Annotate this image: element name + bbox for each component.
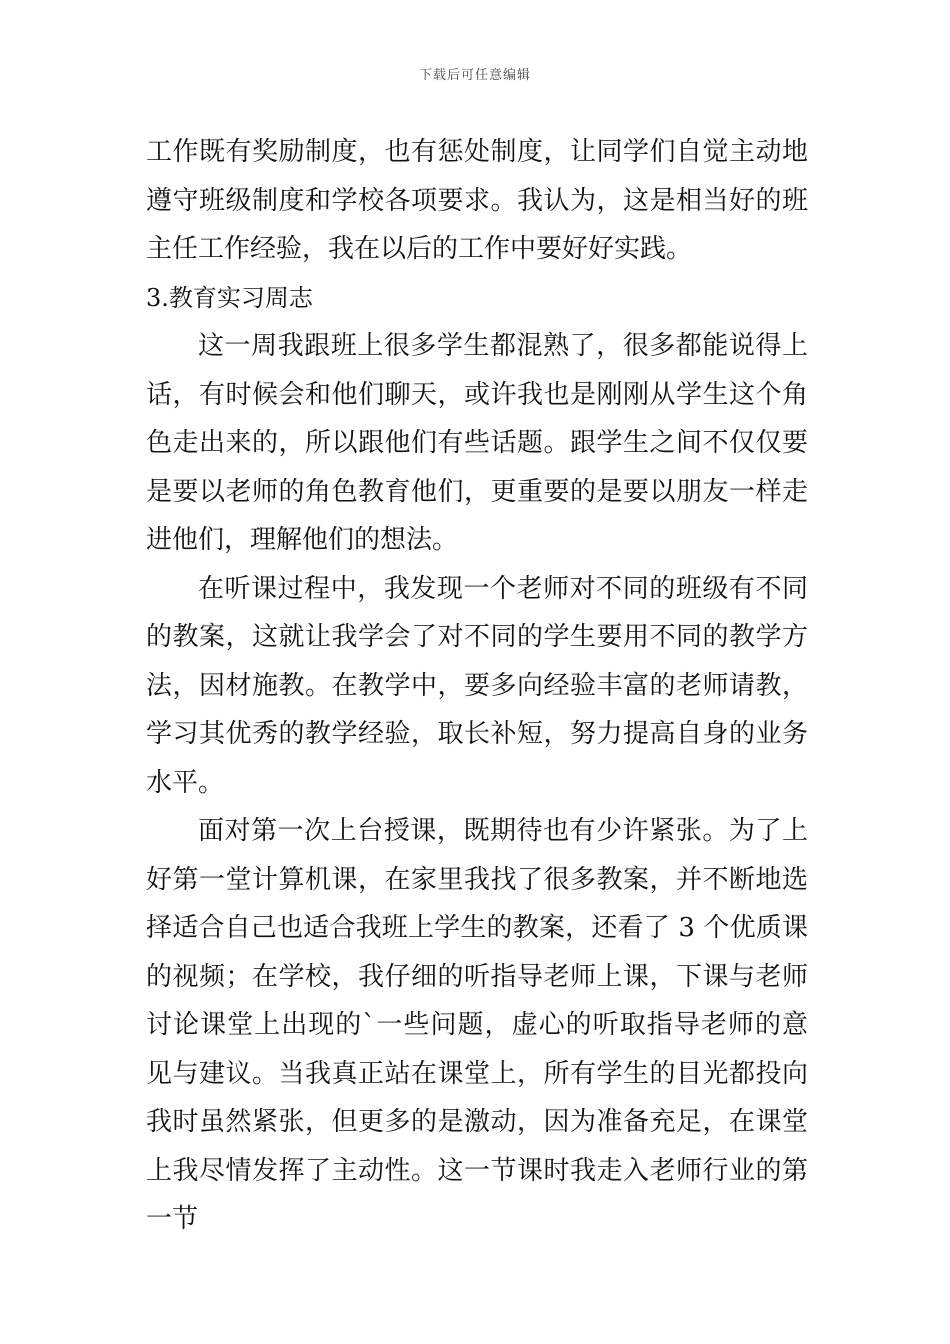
page-header: 下载后可任意编辑 [418,68,531,83]
paragraph-continuation: 工作既有奖励制度，也有惩处制度，让同学们自觉主动地遵守班级制度和学校各项要求。我认为，这是相当好的班主任工作经验，我在以后的工作中要好好实践。 [146,137,808,264]
document-body [146,128,808,1244]
paragraph-weekly-2: 在听课过程中，我发现一个老师对不同的班级有不同的教案，这就让我学会了对不同的学生要用不同的教学方法，因材施教。在教学中，要多向经验丰富的老师请教，学习其优秀的教学经验，取长补短，努力提高自身的业务水平。 [146,573,808,798]
paragraph-weekly-3: 面对第一次上台授课，既期待也有少许紧张。为了上好第一堂计算机课，在家里我找了很多教案，并不断地选择适合自己也适合我班上学生的教案，还看了 3 个优质课的视频；在学校，我仔细的听指导老师上课，下课与老师讨论课堂上出现的`一些问题，虚心的听取指导老师的意见与建议。当我真正站在课堂上，所有学生的目光都投向我时虽然紧张，但更多的是激动，因为准备充足，在课堂上我尽情发挥了主动性。这一节课时我走入老师行业的第一节 [146,816,808,1234]
section-heading: 3.教育实习周志 [146,283,313,312]
paragraph-weekly-1: 这一周我跟班上很多学生都混熟了，很多都能说得上话，有时候会和他们聊天，或许我也是刚刚从学生这个角色走出来的，所以跟他们有些话题。跟学生之间不仅仅要是要以老师的角色教育他们，更重要的是要以朋友一样走进他们，理解他们的想法。 [146,331,808,555]
